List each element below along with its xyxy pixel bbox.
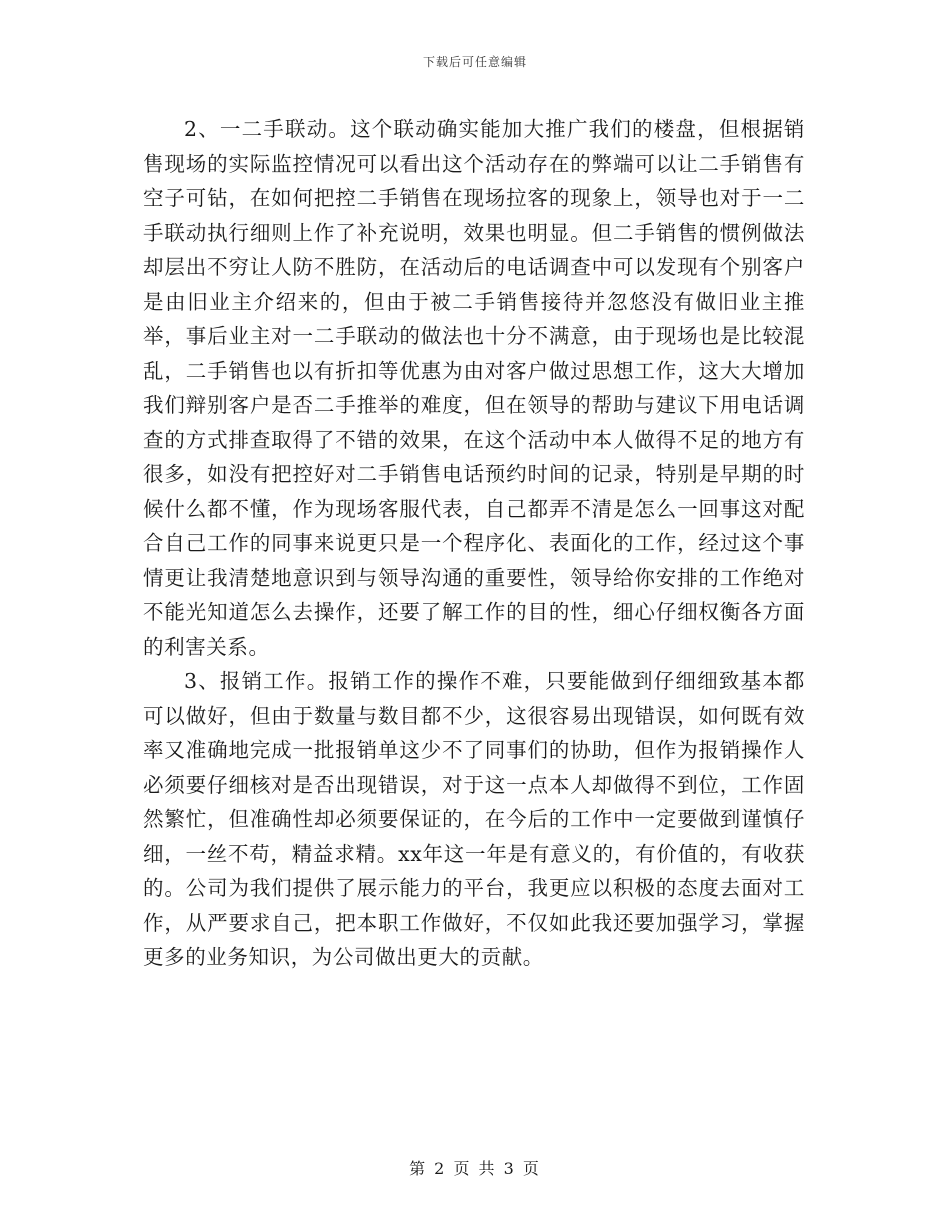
paragraph-item-2: 2、一二手联动。这个联动确实能加大推广我们的楼盘，但根据销售现场的实际监控情况可以看出这个活动存在的弊端可以让二手销售有空子可钻，在如何把控二手销售在现场拉客的现象上，领导也对于一二手联动执行细则上作了补充说明，效果也明显。但二手销售的惯例做法却层出不穷让人防不胜防，在活动后的电话调查中可以发现有个别客户是由旧业主介绍来的，但由于被二手销售接待并忽悠没有做旧业主推举，事后业主对一二手联动的做法也十分不满意，由于现场也是比较混乱，二手销售也以有折扣等优惠为由对客户做过思想工作，这大大增加我们辩别客户是否二手推举的难度，但在领导的帮助与建议下用电话调查的方式排查取得了不错的效果，在这个活动中本人做得不足的地方有很多，如没有把控好对二手销售电话预约时间的记录，特别是早期的时候什么都不懂，作为现场客服代表，自己都弄不清是怎么一回事这对配合自己工作的同事来说更只是一个程序化、表面化的工作，经过这个事情更让我清楚地意识到与领导沟通的重要性，领导给你安排的工作绝对不能光知道怎么去操作，还要了解工作的目的性，细心仔细权衡各方面的利害关系。	[143, 117, 805, 659]
paragraph-item-3: 3、报销工作。报销工作的操作不难，只要能做到仔细细致基本都可以做好，但由于数量与数目都不少，这很容易出现错误，如何既有效率又准确地完成一批报销单这少不了同事们的协助，但作为报销操作人必须要仔细核对是否出现错误，对于这一点本人却做得不到位，工作固然繁忙，但准确性却必须要保证的，在今后的工作中一定要做到谨慎仔细，一丝不苟，精益求精。xx年这一年是有意义的，有价值的，有收获的。公司为我们提供了展示能力的平台，我更应以积极的态度去面对工作，从严要求自己，把本职工作做好，不仅如此我还要加强学习，掌握更多的业务知识，为公司做出更大的贡献。	[143, 669, 805, 969]
page-header: 下载后可任意编辑	[422, 55, 527, 69]
page-number: 第 2 页 共 3 页	[409, 1159, 541, 1178]
document-body	[143, 112, 805, 975]
